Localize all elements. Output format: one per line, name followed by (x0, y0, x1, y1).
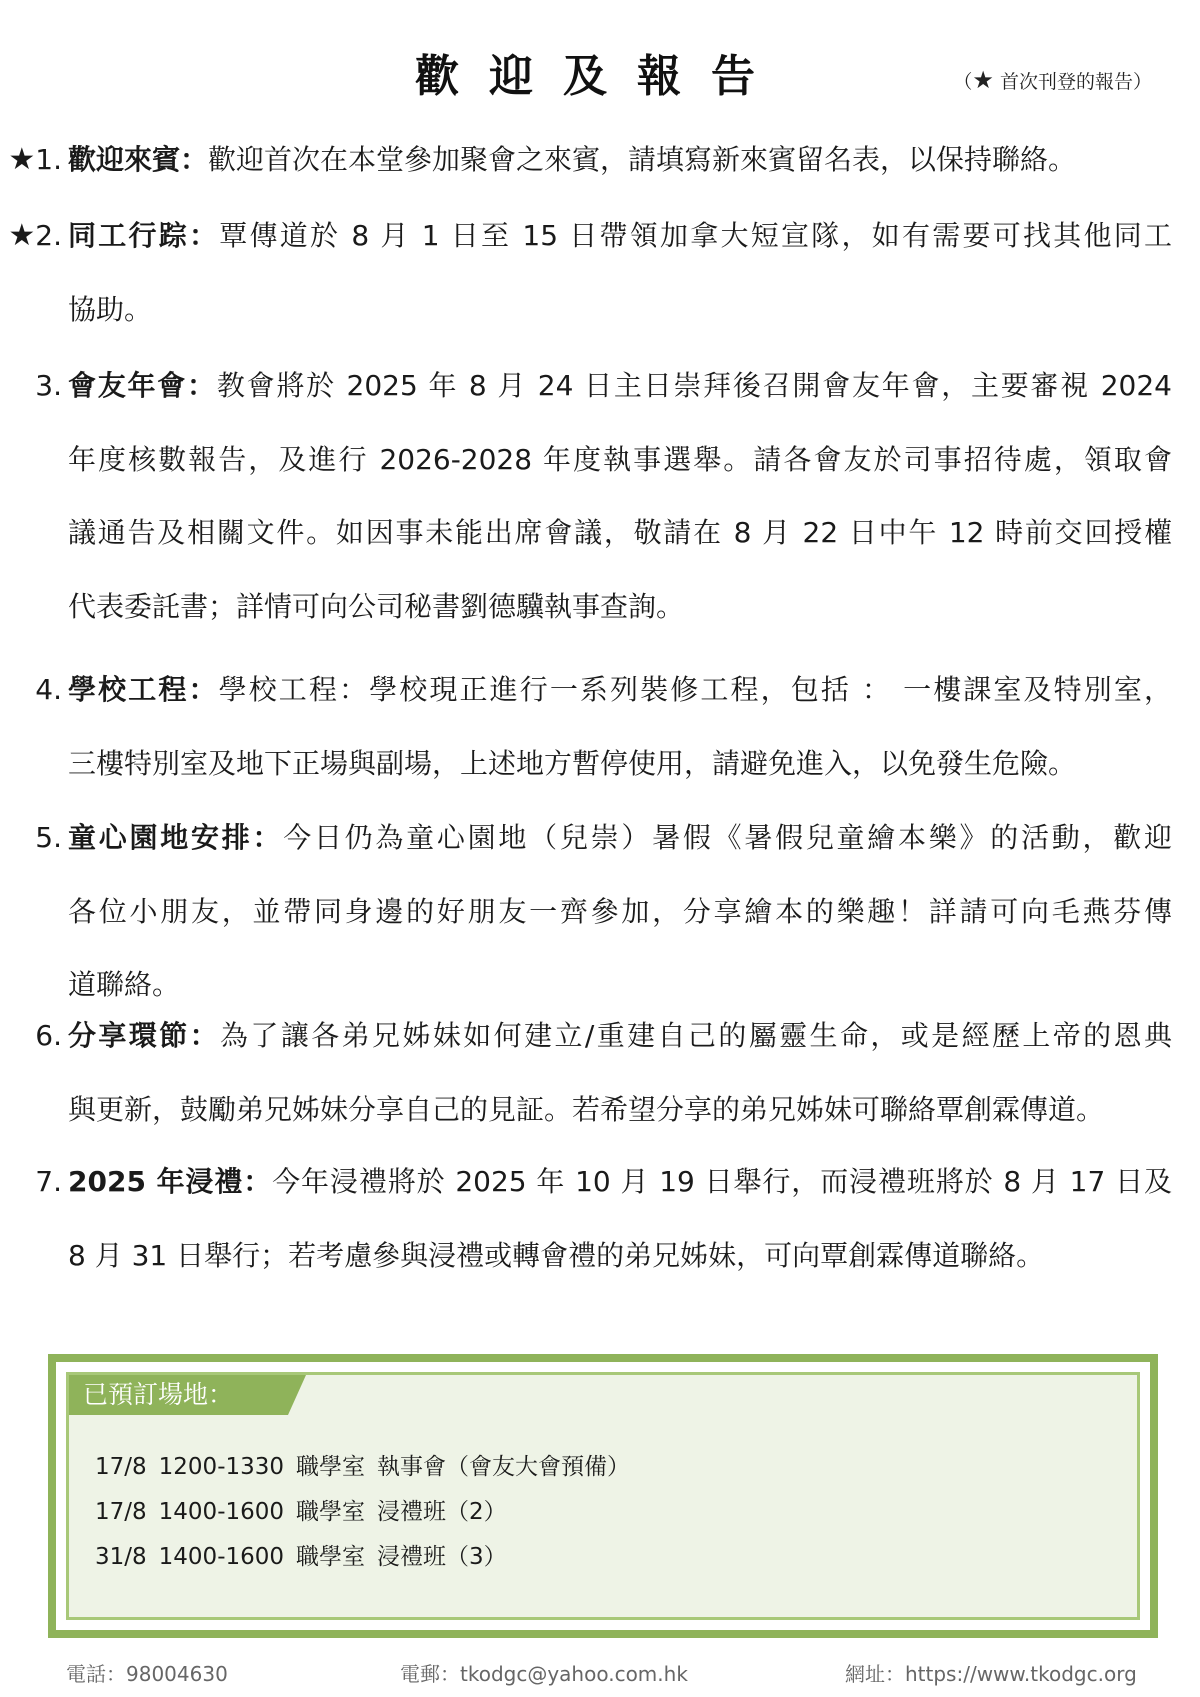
item-heading: 童心園地安排： (68, 821, 284, 854)
item-number (0, 1162, 62, 1202)
venue-booking-panel (66, 1372, 1140, 1620)
item-heading: 同工行踪： (68, 219, 220, 252)
item-number-text: 3. (35, 369, 62, 402)
venue-room: 職學室 (296, 1454, 366, 1480)
item-text-line (68, 892, 1172, 932)
venue-time: 1200-1330 (158, 1454, 285, 1480)
item-text-line (68, 1236, 1172, 1276)
venue-room: 職學室 (296, 1544, 366, 1570)
venue-time: 1400-1600 (158, 1499, 285, 1525)
footer-email: 電郵：tkodgc@yahoo.com.hk (400, 1662, 688, 1686)
venue-date: 17/8 (95, 1499, 147, 1525)
item-text-line (68, 1016, 1172, 1056)
item-body-text: 道聯絡。 (68, 968, 181, 1001)
item-text-line (68, 140, 1172, 180)
venue-date: 17/8 (95, 1454, 147, 1480)
item-number-text: 2. (35, 219, 62, 252)
item-body-text: 今年浸禮將於 2025 年 10 月 19 日舉行，而浸禮班將於 8 月 17 日及 (272, 1165, 1172, 1198)
item-number-text: 7. (35, 1165, 62, 1198)
item-number-text: 5. (35, 821, 62, 854)
footer-website[interactable]: 網址：https://www.tkodgc.org (845, 1662, 1137, 1686)
page-title: 歡迎及報告 (415, 51, 785, 102)
venue-time: 1400-1600 (158, 1544, 285, 1570)
venue-booking-row (95, 1445, 642, 1490)
venue-event: 浸禮班（3） (377, 1544, 507, 1570)
item-body-text: 今日仍為童心園地（兒崇）暑假《暑假兒童繪本樂》的活動，歡迎 (283, 821, 1172, 854)
venue-event: 執事會（會友大會預備） (377, 1454, 631, 1480)
item-text-line (68, 216, 1172, 256)
item-text-line (68, 440, 1172, 480)
item-text-line (68, 965, 1172, 1005)
item-text-line (68, 744, 1172, 784)
item-text-line (68, 670, 1172, 710)
item-body-text: 與更新，鼓勵弟兄姊妹分享自己的見証。若希望分享的弟兄姊妹可聯絡覃創霖傳道。 (68, 1092, 1105, 1126)
item-body-text: 協助。 (68, 292, 153, 326)
star-icon: ★ (972, 66, 994, 94)
item-number-text: 1. (35, 143, 62, 176)
item-body-text: 教會將於 2025 年 8 月 24 日主日崇拜後召開會友年會，主要審視 2024 (216, 369, 1172, 402)
footer-phone: 電話：98004630 (66, 1662, 228, 1686)
item-heading: 分享環節： (68, 1019, 221, 1052)
item-number (0, 670, 62, 710)
star-legend-text: 首次刊登的報告 (999, 71, 1133, 93)
item-number (0, 1016, 62, 1056)
item-body-text: 學校工程：學校現正進行一系列裝修工程，包括 ： 一樓課室及特別室， (218, 673, 1172, 706)
item-body-text: 三樓特別室及地下正場與副場，上述地方暫停使用，請避免進入，以免發生危險。 (68, 746, 1077, 780)
item-body-text: 為了讓各弟兄姊妹如何建立/重建自己的屬靈生命，或是經歷上帝的恩典 (220, 1019, 1172, 1052)
item-heading: 2025 年浸禮： (68, 1165, 273, 1198)
item-body-text: 議通告及相關文件。如因事未能出席會議，敬請在 8 月 22 日中午 12 時前交回授權 (68, 516, 1172, 549)
venue-booking-title: 已預訂場地： (69, 1375, 288, 1415)
item-body-text: 覃傳道於 8 月 1 日至 15 日帶領加拿大短宣隊，如有需要可找其他同工 (219, 219, 1172, 252)
item-heading: 歡迎來賓： (68, 143, 209, 176)
item-body-text: 年度核數報告，及進行 2026-2028 年度執事選舉。請各會友於司事招待處，領取會 (68, 442, 1172, 476)
venue-booking-box (48, 1354, 1158, 1638)
item-body-text: 代表委託書；詳情可向公司秘書劉德驥執事查詢。 (68, 589, 685, 623)
item-text-line (68, 818, 1172, 858)
item-text-line (68, 366, 1172, 406)
item-heading: 會友年會： (68, 369, 217, 402)
item-text-line (68, 1090, 1172, 1130)
venue-booking-list (95, 1445, 642, 1580)
star-icon: ★ (8, 142, 36, 177)
item-body-text: 各位小朋友，並帶同身邊的好朋友一齊參加，分享繪本的樂趣！詳請可向毛燕芬傳 (68, 894, 1172, 928)
item-text-line (68, 513, 1172, 553)
item-text-line (68, 1162, 1172, 1202)
venue-event: 浸禮班（2） (377, 1499, 507, 1525)
item-text-line (68, 290, 1172, 330)
venue-booking-row (95, 1535, 642, 1580)
item-text-line (68, 587, 1172, 627)
star-icon: ★ (8, 218, 36, 253)
item-heading: 學校工程： (68, 673, 219, 706)
item-number (0, 818, 62, 858)
venue-date: 31/8 (95, 1544, 147, 1570)
item-number (0, 216, 62, 256)
star-legend: （★ 首次刊登的報告） (953, 66, 1152, 94)
item-number (0, 366, 62, 406)
item-number-text: 4. (35, 673, 62, 706)
venue-room: 職學室 (296, 1499, 366, 1525)
item-body-text: 歡迎首次在本堂參加聚會之來賓，請填寫新來賓留名表，以保持聯絡。 (208, 143, 1077, 176)
item-body-text: 8 月 31 日舉行；若考慮參與浸禮或轉會禮的弟兄姊妹，可向覃創霖傳道聯絡。 (68, 1238, 1045, 1272)
item-number-text: 6. (35, 1019, 62, 1052)
item-number (0, 140, 62, 180)
venue-booking-row (95, 1490, 642, 1535)
